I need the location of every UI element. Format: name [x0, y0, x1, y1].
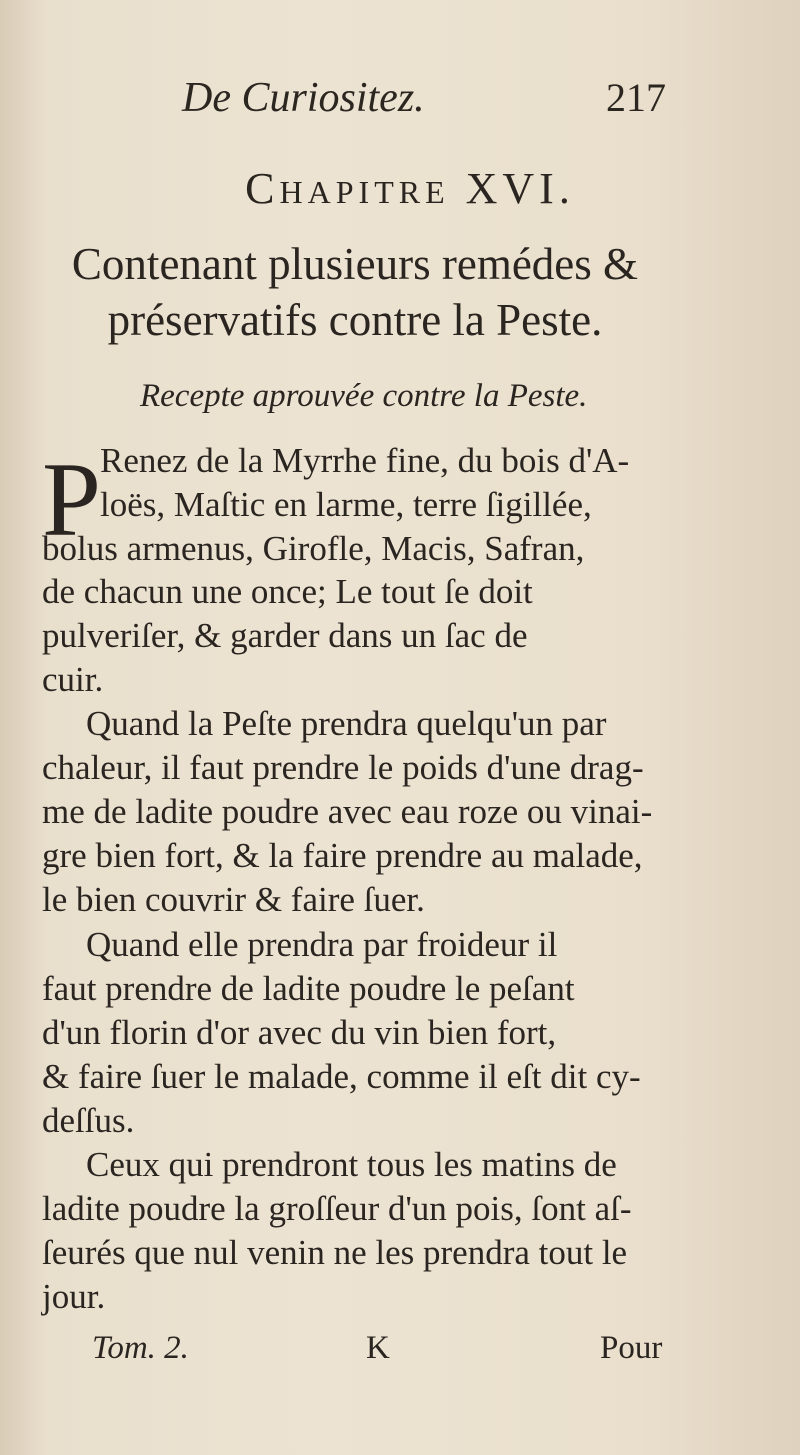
text-line: Quand elle prendra par froideur il — [86, 925, 558, 964]
subtitle-line: préservatifs contre la Peste. — [107, 295, 603, 345]
text-line: de chacun une once; Le tout ſe doit — [42, 572, 533, 611]
text-line: Quand la Peſte prendra quelqu'un par — [86, 704, 607, 743]
gathering-mark: K — [366, 1330, 390, 1366]
page-footer — [0, 1330, 800, 1370]
text-line: gre bien fort, & la faire prendre au malade, — [42, 836, 643, 875]
chapter-subtitle — [30, 236, 680, 348]
text-line: Renez de la Myrrhe fine, du bois d'A- — [100, 441, 630, 480]
text-line: deſſus. — [42, 1101, 135, 1140]
running-header — [0, 74, 800, 124]
chapter-initial: C — [245, 164, 280, 213]
text-line: loës, Maſtic en larme, terre ſigillée, — [100, 485, 592, 524]
text-line: le bien couvrir & faire ſuer. — [42, 880, 425, 919]
catchword: Pour — [600, 1330, 663, 1366]
text-line: jour. — [42, 1277, 106, 1316]
text-line: chaleur, il faut prendre le poids d'une drag- — [42, 748, 644, 787]
signature-mark: Tom. 2. — [92, 1330, 189, 1366]
text-line: me de ladite poudre avec eau roze ou vinai- — [42, 792, 653, 831]
text-line: d'un florin d'or avec du vin bien fort, — [42, 1013, 557, 1052]
chapter-numeral: XVI. — [465, 164, 575, 213]
text-line: faut prendre de ladite poudre le peſant — [42, 969, 575, 1008]
text-line: bolus armenus, Girofle, Macis, Safran, — [42, 529, 585, 568]
text-line: cuir. — [42, 660, 104, 699]
recipe-title: Recepte aprouvée contre la Peste. — [140, 378, 588, 414]
chapter-word: HAPITRE — [279, 174, 450, 210]
text-line: pulveriſer, & garder dans un ſac de — [42, 616, 528, 655]
drop-cap: P — [42, 441, 101, 558]
text-line: & faire ſuer le malade, comme il eſt dit cy- — [42, 1057, 641, 1096]
chapter-heading — [0, 163, 800, 214]
running-title: De Curiositez. — [182, 75, 425, 121]
text-line: Ceux qui prendront tous les matins de — [86, 1145, 617, 1184]
subtitle-line: Contenant plusieurs remédes & — [71, 239, 639, 289]
text-line: ſeurés que nul venin ne les prendra tout le — [42, 1233, 628, 1272]
page-number: 217 — [606, 75, 666, 120]
text-line: ladite poudre la groſſeur d'un pois, ſont aſ- — [42, 1189, 632, 1228]
